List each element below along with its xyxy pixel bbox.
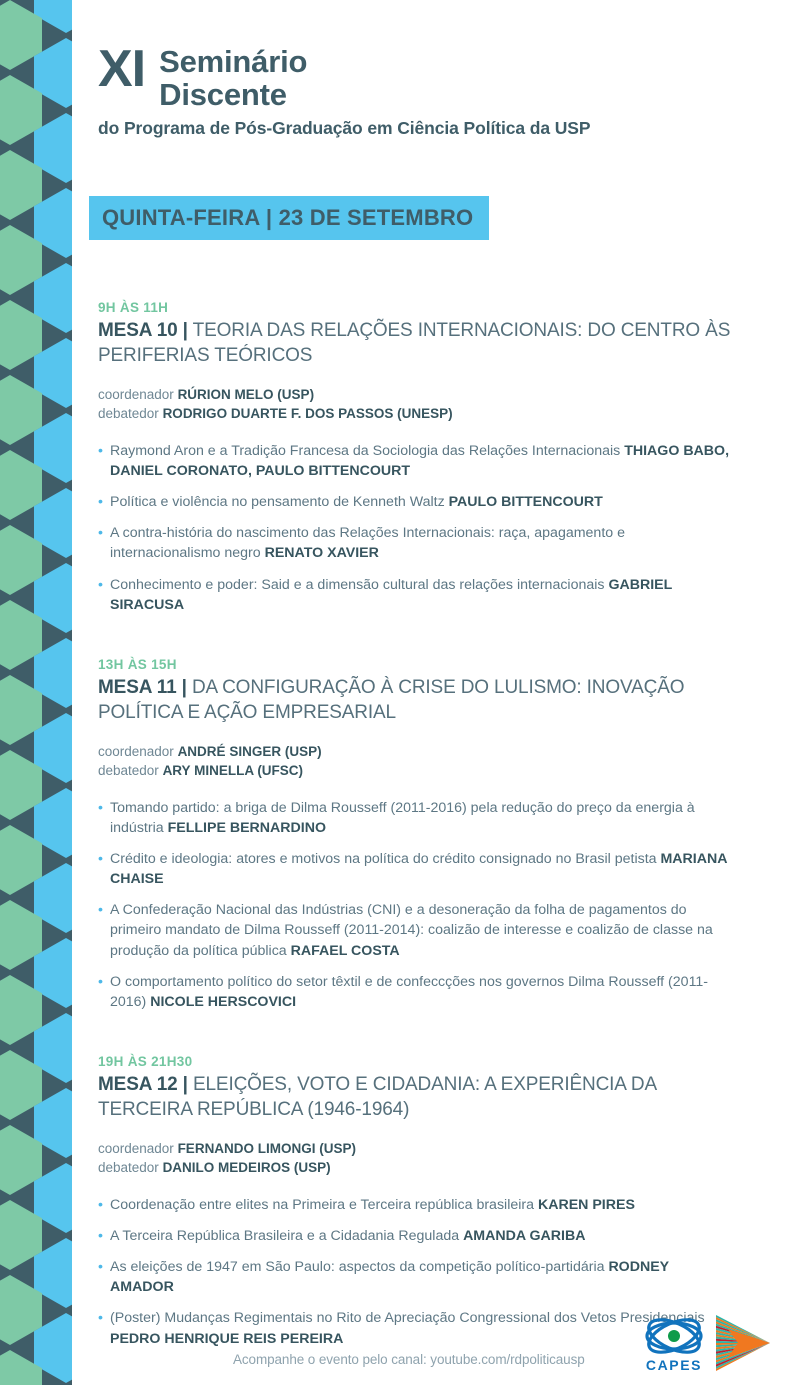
paper-item bbox=[98, 575, 732, 615]
date-banner: QUINTA-FEIRA | 23 DE SETEMBRO bbox=[89, 196, 489, 240]
paper-title: Política e violência no pensamento de Kenneth Waltz bbox=[110, 494, 449, 511]
paper-authors: THIAGO BABO, DANIEL CORONATO, PAULO BITTENCOURT bbox=[110, 442, 730, 479]
bullet-icon: • bbox=[98, 973, 103, 990]
paper-authors: KAREN PIRES bbox=[537, 1196, 635, 1213]
paper-title: Raymond Aron e a Tradição Francesa da Sociologia das Relações Internacionais bbox=[110, 442, 625, 459]
paper-authors: PAULO BITTENCOURT bbox=[448, 494, 603, 511]
debater-role-label: debatedor bbox=[98, 763, 163, 779]
bullet-icon: • bbox=[98, 1196, 103, 1213]
session-block bbox=[98, 300, 732, 615]
session-mesa-label: MESA 12 | bbox=[98, 1074, 188, 1095]
session-theme: DA CONFIGURAÇÃO À CRISE DO LULISMO: INOVAÇÃO POLÍTICA E AÇÃO EMPRESARIAL bbox=[98, 676, 685, 723]
paper-authors: FELLIPE BERNARDINO bbox=[167, 819, 327, 836]
hexagon-pattern-sidebar bbox=[0, 0, 72, 1385]
bullet-icon: • bbox=[98, 850, 103, 867]
paper-title: Tomando partido: a briga de Dilma Rousseff (2011-2016) pela redução do preço da energia à indústria bbox=[110, 799, 695, 836]
session-time: 13H ÀS 15H bbox=[98, 656, 177, 672]
paper-title: Conhecimento e poder: Said e a dimensão cultural das relações internacionais bbox=[110, 576, 609, 593]
session-block bbox=[98, 657, 732, 1012]
paper-item bbox=[98, 492, 732, 512]
debater-name: ARY MINELLA (UFSC) bbox=[162, 763, 304, 779]
event-title-line2: Discente bbox=[159, 76, 287, 112]
bullet-icon: • bbox=[98, 576, 103, 593]
paper-authors: RAFAEL COSTA bbox=[290, 942, 400, 959]
paper-title: As eleições de 1947 em São Paulo: aspectos da competição político-partidária bbox=[110, 1259, 609, 1276]
bullet-icon: • bbox=[98, 494, 103, 511]
coordinator-line bbox=[98, 742, 732, 761]
paper-authors: RENATO XAVIER bbox=[264, 545, 379, 562]
paper-item bbox=[98, 1257, 732, 1297]
footer-channel-text: Acompanhe o evento pelo canal: youtube.com/rdpoliticausp bbox=[233, 1352, 585, 1367]
edition-number: XI bbox=[98, 40, 146, 98]
session-theme: TEORIA DAS RELAÇÕES INTERNACIONAIS: DO CENTRO ÀS PERIFERIAS TEÓRICOS bbox=[98, 320, 731, 367]
paper-authors: PEDRO HENRIQUE REIS PEREIRA bbox=[110, 1330, 344, 1347]
paper-item bbox=[98, 972, 732, 1012]
paper-authors: RODNEY AMADOR bbox=[110, 1259, 669, 1296]
debater-role-label: debatedor bbox=[98, 406, 163, 422]
session-mesa-label: MESA 10 | bbox=[98, 320, 188, 341]
coordinator-line bbox=[98, 1139, 732, 1158]
debater-name: DANILO MEDEIROS (USP) bbox=[162, 1160, 331, 1176]
paper-authors: MARIANA CHAISE bbox=[110, 850, 727, 888]
rays-icon bbox=[716, 1315, 772, 1371]
event-title-line1: Seminário bbox=[159, 44, 308, 79]
paper-title: O comportamento político do setor têxtil e de confeccções nos governos Dilma Rousseff (2011-2016) bbox=[110, 973, 709, 1010]
paper-item bbox=[98, 900, 732, 960]
paper-title: (Poster) Mudanças Regimentais no Rito de Apreciação Congressional dos Vetos Presidenciais bbox=[110, 1310, 705, 1327]
debater-line bbox=[98, 761, 732, 780]
paper-item bbox=[98, 1226, 732, 1246]
coordinator-role-label: coordenador bbox=[98, 744, 178, 759]
paper-item bbox=[98, 1195, 732, 1215]
session-theme: ELEIÇÕES, VOTO E CIDADANIA: A EXPERIÊNCIA DA TERCEIRA REPÚBLICA (1946-1964) bbox=[98, 1074, 656, 1121]
event-subtitle: do Programa de Pós-Graduação em Ciência Política da USP bbox=[98, 117, 591, 138]
session-roles bbox=[98, 742, 732, 781]
paper-title: A contra-história do nascimento das Relações Internacionais: raça, apagamento e internacionalismo negro bbox=[110, 525, 625, 562]
event-title bbox=[98, 40, 758, 112]
paper-title: Coordenação entre elites na Primeira e Terceira república brasileira bbox=[110, 1196, 538, 1213]
paper-authors: GABRIEL SIRACUSA bbox=[110, 576, 673, 613]
bullet-icon: • bbox=[98, 1310, 103, 1327]
debater-name: RODRIGO DUARTE F. DOS PASSOS (UNESP) bbox=[162, 406, 453, 422]
paper-title: A Terceira República Brasileira e a Cidadania Regulada bbox=[110, 1227, 464, 1244]
paper-authors: AMANDA GARIBA bbox=[463, 1227, 586, 1244]
paper-item bbox=[98, 798, 732, 838]
session-title bbox=[98, 1072, 732, 1122]
capes-logo bbox=[641, 1312, 707, 1374]
session-list bbox=[98, 300, 732, 1349]
coordinator-role-label: coordenador bbox=[98, 1141, 178, 1157]
debater-line bbox=[98, 1158, 732, 1177]
paper-title: A Confederação Nacional das Indústrias (CNI) e a desoneração da folha de pagamentos do primeiro mandato de Dilma Rousseff (2011-2014): coalizão de interesse e coalizão de classe na produção da política pública bbox=[110, 902, 713, 959]
session-roles bbox=[98, 1139, 732, 1178]
event-title-words bbox=[159, 44, 307, 112]
coordinator-name: FERNANDO LIMONGI (USP) bbox=[177, 1141, 357, 1157]
paper-title: Crédito e ideologia: atores e motivos na política do crédito consignado no Brasil petista bbox=[110, 850, 661, 867]
session-title bbox=[98, 675, 732, 725]
paper-item bbox=[98, 523, 732, 563]
paper-authors: NICOLE HERSCOVICI bbox=[150, 993, 297, 1010]
session-roles bbox=[98, 385, 732, 424]
poster-header bbox=[98, 40, 758, 139]
coordinator-line bbox=[98, 385, 732, 404]
session-title bbox=[98, 318, 732, 368]
coordinator-role-label: coordenador bbox=[98, 387, 178, 403]
capes-eye-icon bbox=[641, 1312, 707, 1360]
bullet-icon: • bbox=[98, 525, 103, 542]
bullet-icon: • bbox=[98, 799, 103, 816]
bullet-icon: • bbox=[98, 1259, 103, 1276]
paper-item bbox=[98, 849, 732, 889]
paper-item bbox=[98, 441, 732, 481]
bullet-icon: • bbox=[98, 442, 103, 459]
session-time: 19H ÀS 21H30 bbox=[98, 1054, 193, 1069]
coordinator-name: RÚRION MELO (USP) bbox=[177, 387, 315, 403]
fflch-rays-logo bbox=[716, 1315, 772, 1371]
bullet-icon: • bbox=[98, 902, 103, 919]
session-mesa-label: MESA 11 | bbox=[98, 676, 187, 698]
bullet-icon: • bbox=[98, 1227, 103, 1244]
debater-line bbox=[98, 404, 732, 423]
capes-wordmark: CAPES bbox=[645, 1357, 703, 1373]
coordinator-name: ANDRÉ SINGER (USP) bbox=[177, 744, 322, 759]
session-time: 9H ÀS 11H bbox=[98, 300, 169, 315]
debater-role-label: debatedor bbox=[98, 1160, 163, 1176]
